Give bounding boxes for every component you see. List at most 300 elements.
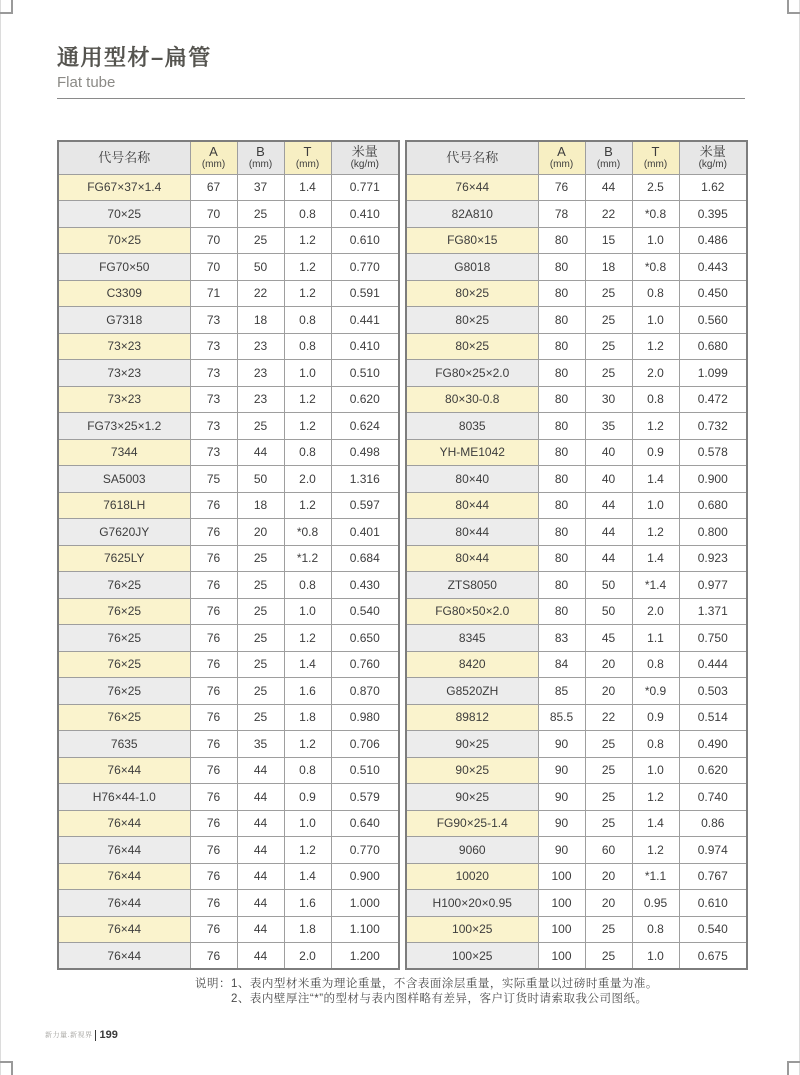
value-cell: 50	[585, 598, 632, 625]
value-cell: 1.2	[632, 784, 679, 811]
table-row	[58, 651, 399, 678]
value-cell: 0.8	[632, 651, 679, 678]
value-cell: 0.8	[632, 731, 679, 758]
value-cell: 70	[190, 227, 237, 254]
value-cell: 80	[538, 386, 585, 413]
value-cell: *1.1	[632, 863, 679, 890]
value-cell: 44	[237, 810, 284, 837]
value-cell: *0.8	[632, 254, 679, 281]
value-cell: 0.8	[284, 572, 331, 599]
code-cell: 76×44	[58, 943, 190, 970]
code-cell: C3309	[58, 280, 190, 307]
value-cell: 44	[237, 863, 284, 890]
table-row	[406, 439, 747, 466]
column-header-name: 代号名称	[58, 141, 190, 174]
table-row	[58, 943, 399, 970]
value-cell: *0.8	[632, 201, 679, 228]
value-cell: 25	[237, 227, 284, 254]
value-cell: 1.2	[632, 413, 679, 440]
value-cell: 0.771	[331, 174, 399, 201]
value-cell: 20	[585, 678, 632, 705]
code-cell: FG73×25×1.2	[58, 413, 190, 440]
value-cell: 0.498	[331, 439, 399, 466]
value-cell: 25	[237, 413, 284, 440]
value-cell: 44	[237, 439, 284, 466]
value-cell: 76	[190, 757, 237, 784]
table-row	[58, 863, 399, 890]
value-cell: 71	[190, 280, 237, 307]
code-cell: 76×44	[58, 837, 190, 864]
value-cell: 0.770	[331, 837, 399, 864]
code-cell: 8035	[406, 413, 538, 440]
code-cell: FG80×50×2.0	[406, 598, 538, 625]
value-cell: 76	[190, 678, 237, 705]
value-cell: 1.4	[632, 466, 679, 493]
value-cell: 0.680	[679, 333, 747, 360]
value-cell: 0.444	[679, 651, 747, 678]
value-cell: 0.8	[284, 757, 331, 784]
table-row	[58, 519, 399, 546]
value-cell: 1.6	[284, 890, 331, 917]
table-row	[406, 492, 747, 519]
crop-mark-top-left	[0, 0, 13, 14]
value-cell: 40	[585, 466, 632, 493]
value-cell: 83	[538, 625, 585, 652]
value-cell: 25	[585, 307, 632, 334]
table-row	[58, 466, 399, 493]
value-cell: 0.740	[679, 784, 747, 811]
code-cell: 76×25	[58, 704, 190, 731]
code-cell: 76×25	[58, 625, 190, 652]
value-cell: 80	[538, 307, 585, 334]
value-cell: 73	[190, 413, 237, 440]
column-header-a: A (mm)	[190, 141, 237, 174]
page-footer	[45, 1029, 118, 1041]
value-cell: 23	[237, 333, 284, 360]
value-cell: 76	[190, 625, 237, 652]
value-cell: 78	[538, 201, 585, 228]
table-row	[406, 837, 747, 864]
code-cell: YH-ME1042	[406, 439, 538, 466]
value-cell: 90	[538, 837, 585, 864]
table-row	[406, 572, 747, 599]
value-cell: 44	[237, 757, 284, 784]
value-cell: 76	[190, 492, 237, 519]
value-cell: 22	[237, 280, 284, 307]
table-row	[58, 413, 399, 440]
value-cell: 44	[237, 916, 284, 943]
value-cell: 0.900	[331, 863, 399, 890]
code-cell: 73×23	[58, 333, 190, 360]
crop-mark-bottom-right	[787, 1061, 800, 1075]
value-cell: 1.2	[284, 731, 331, 758]
code-cell: 80×44	[406, 492, 538, 519]
title-rule	[57, 98, 745, 99]
value-cell: 0.9	[632, 439, 679, 466]
code-cell: ZTS8050	[406, 572, 538, 599]
spec-tables	[57, 140, 748, 970]
value-cell: 1.8	[284, 916, 331, 943]
value-cell: 0.486	[679, 227, 747, 254]
value-cell: 0.395	[679, 201, 747, 228]
value-cell: 76	[190, 943, 237, 970]
page-subtitle: Flat tube	[57, 74, 116, 91]
value-cell: 50	[585, 572, 632, 599]
footer-divider	[95, 1030, 96, 1041]
value-cell: 1.2	[284, 254, 331, 281]
value-cell: 0.597	[331, 492, 399, 519]
value-cell: 44	[237, 837, 284, 864]
code-cell: 76×44	[58, 863, 190, 890]
value-cell: 1.0	[632, 307, 679, 334]
value-cell: 1.2	[284, 386, 331, 413]
value-cell: 0.540	[331, 598, 399, 625]
code-cell: 76×44	[58, 890, 190, 917]
table-row	[58, 439, 399, 466]
table-row	[406, 863, 747, 890]
spec-table-right	[405, 140, 748, 970]
code-cell: 76×25	[58, 678, 190, 705]
value-cell: 0.974	[679, 837, 747, 864]
column-header-b: B (mm)	[237, 141, 284, 174]
table-row	[406, 731, 747, 758]
value-cell: 0.624	[331, 413, 399, 440]
value-cell: 1.2	[284, 413, 331, 440]
code-cell: 7625LY	[58, 545, 190, 572]
table-row	[58, 890, 399, 917]
value-cell: 80	[538, 439, 585, 466]
table-row	[406, 466, 747, 493]
value-cell: 1.316	[331, 466, 399, 493]
value-cell: 76	[190, 519, 237, 546]
value-cell: 18	[585, 254, 632, 281]
column-header-t: T (mm)	[284, 141, 331, 174]
value-cell: 80	[538, 413, 585, 440]
value-cell: 1.0	[632, 227, 679, 254]
table-row	[58, 731, 399, 758]
value-cell: 0.640	[331, 810, 399, 837]
page-title: 通用型材–扁管	[57, 45, 212, 70]
value-cell: 0.8	[632, 386, 679, 413]
code-cell: 80×44	[406, 545, 538, 572]
table-row	[58, 916, 399, 943]
code-cell: G8018	[406, 254, 538, 281]
value-cell: 1.4	[284, 651, 331, 678]
value-cell: 35	[585, 413, 632, 440]
value-cell: 25	[237, 545, 284, 572]
table-row	[406, 280, 747, 307]
value-cell: 0.410	[331, 333, 399, 360]
code-cell: 80×25	[406, 307, 538, 334]
value-cell: 1.200	[331, 943, 399, 970]
value-cell: *0.8	[284, 519, 331, 546]
column-header-weight: 米量 (kg/m)	[679, 141, 747, 174]
value-cell: 1.2	[284, 837, 331, 864]
footer-brand: 新力量.新视界	[45, 1032, 93, 1039]
value-cell: 1.000	[331, 890, 399, 917]
value-cell: 76	[190, 731, 237, 758]
column-header-name: 代号名称	[406, 141, 538, 174]
table-row	[58, 227, 399, 254]
table-row	[406, 704, 747, 731]
value-cell: 73	[190, 386, 237, 413]
value-cell: 80	[538, 545, 585, 572]
value-cell: 1.099	[679, 360, 747, 387]
value-cell: 1.4	[632, 810, 679, 837]
column-header-weight: 米量 (kg/m)	[331, 141, 399, 174]
code-cell: SA5003	[58, 466, 190, 493]
page-edge-left	[0, 0, 1, 1075]
value-cell: 1.0	[632, 492, 679, 519]
value-cell: 45	[585, 625, 632, 652]
value-cell: 44	[585, 545, 632, 572]
value-cell: 90	[538, 731, 585, 758]
value-cell: 25	[585, 784, 632, 811]
code-cell: 76×25	[58, 572, 190, 599]
value-cell: 1.4	[284, 863, 331, 890]
code-cell: 80×40	[406, 466, 538, 493]
value-cell: 76	[190, 784, 237, 811]
value-cell: 1.2	[632, 837, 679, 864]
table-row	[58, 837, 399, 864]
code-cell: G7620JY	[58, 519, 190, 546]
value-cell: 20	[585, 863, 632, 890]
table-row	[58, 333, 399, 360]
table-row	[406, 625, 747, 652]
table-row	[58, 572, 399, 599]
table-row	[58, 307, 399, 334]
table-header-row	[58, 141, 399, 174]
code-cell: 80×44	[406, 519, 538, 546]
value-cell: 0.732	[679, 413, 747, 440]
value-cell: 20	[585, 890, 632, 917]
value-cell: 44	[585, 519, 632, 546]
value-cell: 0.9	[632, 704, 679, 731]
value-cell: 1.100	[331, 916, 399, 943]
value-cell: 1.2	[632, 519, 679, 546]
table-row	[406, 651, 747, 678]
value-cell: 90	[538, 784, 585, 811]
table-row	[58, 784, 399, 811]
value-cell: 23	[237, 360, 284, 387]
value-cell: 73	[190, 439, 237, 466]
code-cell: FG90×25-1.4	[406, 810, 538, 837]
table-row	[406, 386, 747, 413]
code-cell: 89812	[406, 704, 538, 731]
value-cell: 0.977	[679, 572, 747, 599]
value-cell: 25	[585, 280, 632, 307]
value-cell: 0.610	[679, 890, 747, 917]
value-cell: 90	[538, 810, 585, 837]
value-cell: 50	[237, 254, 284, 281]
value-cell: 0.870	[331, 678, 399, 705]
value-cell: 2.0	[632, 598, 679, 625]
code-cell: H100×20×0.95	[406, 890, 538, 917]
value-cell: 0.8	[632, 916, 679, 943]
table-row	[58, 810, 399, 837]
value-cell: 1.2	[284, 227, 331, 254]
value-cell: 40	[585, 439, 632, 466]
value-cell: 20	[237, 519, 284, 546]
value-cell: 1.1	[632, 625, 679, 652]
value-cell: 73	[190, 333, 237, 360]
value-cell: 0.95	[632, 890, 679, 917]
code-cell: 70×25	[58, 227, 190, 254]
code-cell: FG67×37×1.4	[58, 174, 190, 201]
value-cell: 0.578	[679, 439, 747, 466]
value-cell: 0.579	[331, 784, 399, 811]
value-cell: 80	[538, 227, 585, 254]
code-cell: 82A810	[406, 201, 538, 228]
value-cell: 22	[585, 201, 632, 228]
value-cell: 0.9	[284, 784, 331, 811]
value-cell: 0.8	[284, 307, 331, 334]
value-cell: 0.684	[331, 545, 399, 572]
spec-table-left	[57, 140, 400, 970]
value-cell: 76	[190, 651, 237, 678]
code-cell: 8345	[406, 625, 538, 652]
value-cell: 25	[237, 201, 284, 228]
code-cell: FG70×50	[58, 254, 190, 281]
table-row	[406, 227, 747, 254]
value-cell: 25	[585, 333, 632, 360]
value-cell: 18	[237, 492, 284, 519]
code-cell: 8420	[406, 651, 538, 678]
value-cell: 0.510	[331, 757, 399, 784]
value-cell: 0.443	[679, 254, 747, 281]
value-cell: 76	[190, 704, 237, 731]
value-cell: 0.560	[679, 307, 747, 334]
value-cell: 76	[190, 545, 237, 572]
value-cell: 80	[538, 519, 585, 546]
value-cell: 0.8	[284, 439, 331, 466]
value-cell: 70	[190, 201, 237, 228]
code-cell: 90×25	[406, 757, 538, 784]
value-cell: 76	[190, 863, 237, 890]
value-cell: 100	[538, 863, 585, 890]
table-row	[406, 360, 747, 387]
table-row	[406, 943, 747, 970]
value-cell: 0.8	[284, 333, 331, 360]
value-cell: 25	[237, 678, 284, 705]
table-header-row	[406, 141, 747, 174]
value-cell: 0.401	[331, 519, 399, 546]
value-cell: 100	[538, 943, 585, 970]
column-header-a: A (mm)	[538, 141, 585, 174]
code-cell: 90×25	[406, 784, 538, 811]
value-cell: 73	[190, 360, 237, 387]
value-cell: *0.9	[632, 678, 679, 705]
table-row	[406, 254, 747, 281]
value-cell: 76	[190, 598, 237, 625]
table-row	[58, 254, 399, 281]
table-row	[406, 545, 747, 572]
value-cell: 75	[190, 466, 237, 493]
value-cell: 0.503	[679, 678, 747, 705]
table-row	[406, 519, 747, 546]
code-cell: 70×25	[58, 201, 190, 228]
value-cell: 2.0	[632, 360, 679, 387]
table-row	[58, 201, 399, 228]
table-row	[58, 360, 399, 387]
note-line-1: 1、表内型材米重为理论重量，不含表面涂层重量，实际重量以过磅时重量为准。	[231, 978, 658, 990]
table-row	[58, 174, 399, 201]
value-cell: 15	[585, 227, 632, 254]
value-cell: 44	[237, 943, 284, 970]
crop-mark-bottom-left	[0, 1061, 13, 1075]
value-cell: 85.5	[538, 704, 585, 731]
code-cell: 9060	[406, 837, 538, 864]
value-cell: 50	[237, 466, 284, 493]
table-row	[406, 678, 747, 705]
value-cell: 84	[538, 651, 585, 678]
value-cell: 1.2	[632, 333, 679, 360]
value-cell: 0.441	[331, 307, 399, 334]
value-cell: 37	[237, 174, 284, 201]
table-row	[406, 174, 747, 201]
value-cell: 25	[585, 731, 632, 758]
column-header-b: B (mm)	[585, 141, 632, 174]
value-cell: 0.620	[679, 757, 747, 784]
table-row	[406, 784, 747, 811]
value-cell: 2.0	[284, 943, 331, 970]
value-cell: 60	[585, 837, 632, 864]
value-cell: 0.650	[331, 625, 399, 652]
value-cell: 0.800	[679, 519, 747, 546]
code-cell: 76×44	[58, 757, 190, 784]
value-cell: 25	[237, 625, 284, 652]
value-cell: 25	[585, 810, 632, 837]
value-cell: 100	[538, 916, 585, 943]
value-cell: 76	[190, 837, 237, 864]
code-cell: 76×44	[58, 916, 190, 943]
value-cell: 80	[538, 572, 585, 599]
value-cell: 0.610	[331, 227, 399, 254]
table-row	[406, 890, 747, 917]
value-cell: 0.770	[331, 254, 399, 281]
value-cell: 25	[585, 916, 632, 943]
value-cell: 0.490	[679, 731, 747, 758]
value-cell: 0.86	[679, 810, 747, 837]
code-cell: 76×25	[58, 651, 190, 678]
value-cell: 44	[237, 890, 284, 917]
code-cell: 7618LH	[58, 492, 190, 519]
table-row	[406, 413, 747, 440]
table-row	[58, 625, 399, 652]
code-cell: FG80×25×2.0	[406, 360, 538, 387]
value-cell: 1.2	[284, 625, 331, 652]
table-row	[58, 678, 399, 705]
value-cell: 80	[538, 598, 585, 625]
value-cell: 1.62	[679, 174, 747, 201]
value-cell: 67	[190, 174, 237, 201]
code-cell: 7635	[58, 731, 190, 758]
code-cell: 90×25	[406, 731, 538, 758]
value-cell: 0.923	[679, 545, 747, 572]
value-cell: 44	[237, 784, 284, 811]
value-cell: 1.4	[632, 545, 679, 572]
value-cell: 0.750	[679, 625, 747, 652]
table-row	[58, 492, 399, 519]
value-cell: 0.980	[331, 704, 399, 731]
value-cell: 44	[585, 492, 632, 519]
value-cell: 0.514	[679, 704, 747, 731]
value-cell: 0.675	[679, 943, 747, 970]
value-cell: 80	[538, 280, 585, 307]
table-row	[58, 280, 399, 307]
value-cell: 25	[237, 651, 284, 678]
value-cell: 73	[190, 307, 237, 334]
